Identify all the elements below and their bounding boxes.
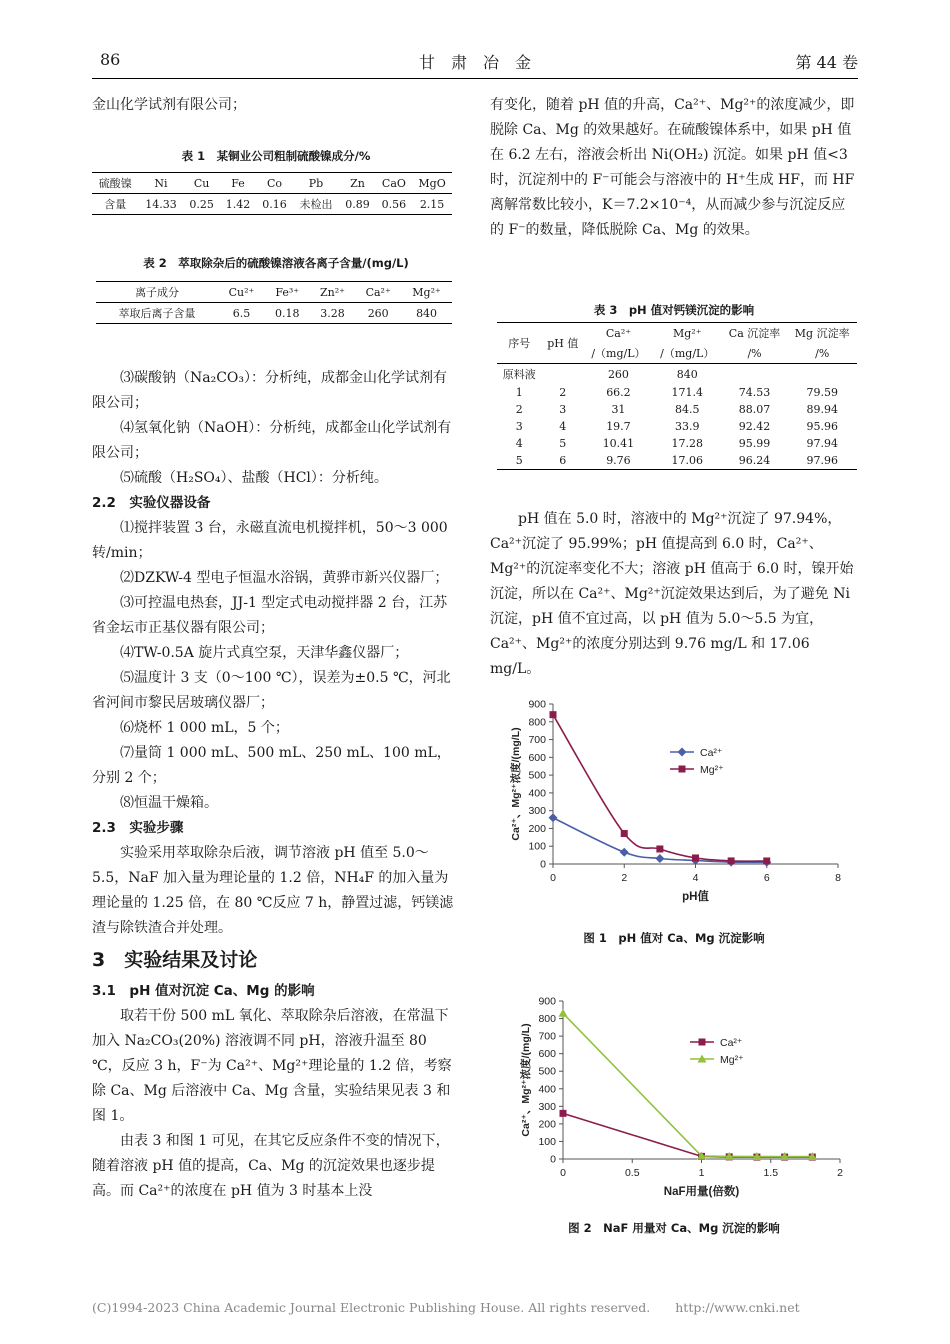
t3-cell: 4	[559, 420, 567, 433]
y-tick-label: 0	[540, 858, 546, 871]
data-point-1	[692, 854, 699, 861]
figure2-caption: 图 2 NaF 用量对 Ca、Mg 沉淀的影响	[568, 1221, 780, 1235]
t3-cell: 3	[559, 403, 567, 416]
t3-cell: 6	[542, 452, 584, 470]
t3-cell	[787, 364, 857, 385]
y-tick-label: 200	[528, 822, 546, 835]
t3-head-cell-4: Ca 沉淀率	[722, 323, 788, 344]
t1-head-cell-4: Co	[256, 173, 292, 194]
t3-row	[497, 452, 857, 470]
volume-number: 第 44 卷	[795, 53, 858, 72]
section-3-1-title: 3.1 pH 值对沉淀 Ca、Mg 的影响	[92, 983, 315, 999]
data-point-0	[549, 813, 558, 822]
y-tick-label: 100	[528, 840, 546, 853]
y-tick-label: 500	[528, 769, 546, 782]
y-axis-label: Ca²⁺、Mg²⁺浓度/(mg/L)	[510, 727, 522, 841]
t1-head-cell-5: Pb	[293, 173, 340, 194]
t1-head-cell-7: CaO	[376, 173, 412, 194]
y-tick-label: 600	[528, 751, 546, 764]
t1-head-cell-1: Ni	[139, 173, 184, 194]
y-tick-label: 900	[528, 698, 546, 711]
t3-cell: 1	[515, 386, 523, 399]
results-para-1: 取若干份 500 mL 氧化、萃取除杂后溶液，在常温下加入 Na₂CO₃(20%) 溶液调不同 pH，溶液升温至 80 ℃，反应 3 h，F⁻为 Ca²⁺、Mg²⁺理论量的 1.2 倍，考察除 Ca、Mg 后溶液中 Ca、Mg 含量，实验结果见表 3 和图 1。	[92, 1008, 452, 1124]
x-tick-label: 2	[621, 872, 628, 884]
y-tick-label: 700	[528, 734, 546, 747]
t3-cell: 19.7	[606, 420, 631, 433]
y-axis-label: Ca²⁺、Mg²⁺浓度/(mg/L)	[520, 1023, 532, 1137]
t1-row-cell-8: 2.15	[412, 194, 452, 215]
legend-marker-0	[699, 1039, 706, 1046]
right-body-mid	[490, 507, 858, 682]
y-tick-label: 500	[538, 1065, 556, 1078]
t3-unit-cell-2: /%	[747, 346, 762, 360]
t2-head-cell-0: 离子成分	[96, 282, 218, 303]
series-line-1	[553, 715, 767, 861]
reagent-3: ⑶碳酸钠（Na₂CO₃）：分析纯，成都金山化学试剂有限公司；	[92, 370, 448, 411]
experiment-steps: 实验采用萃取除杂后液，调节溶液 pH 值至 5.0～5.5，NaF 加入量为理论量的 1.2 倍，NH₄F 的加入量为理论量的 1.25 倍，在 80 ℃反应 7 h，静置过滤，钙镁滤渣与除铁渣合并处理。	[92, 845, 454, 936]
data-point-1	[728, 857, 735, 864]
table3-caption: 表 3 pH 值对钙镁沉淀的影响	[593, 303, 755, 317]
t3-row	[497, 364, 857, 385]
data-point-0	[560, 1110, 567, 1117]
t3-cell: 33.9	[675, 420, 700, 433]
legend-label-0: Ca²⁺	[700, 747, 723, 759]
t3-head-cell-1: pH 值	[542, 323, 584, 364]
t3-cell	[542, 364, 584, 385]
x-tick-label: 1.5	[763, 1167, 779, 1179]
t3-cell: 10.41	[602, 437, 635, 450]
copyright-footer: (C)1994-2023 China Academic Journal Electronic Publishing House. All rights reserved. http://www.cnki.net	[92, 1300, 800, 1315]
y-tick-label: 800	[538, 1013, 556, 1026]
t3-head-cell-2: Ca²⁺	[584, 323, 653, 344]
t3-cell: 17.06	[653, 452, 722, 470]
section-2-2-title: 2.2 实验仪器设备	[92, 495, 211, 511]
t2-head-cell-4: Ca²⁺	[355, 282, 401, 303]
t3-cell: 79.59	[806, 386, 838, 399]
legend-marker-1	[679, 766, 686, 773]
t3-row	[497, 384, 857, 401]
figure-2-chart	[490, 990, 858, 1205]
t1-row-cell-4: 0.16	[256, 194, 292, 215]
t2-head-cell-1: Cu²⁺	[218, 282, 265, 303]
t1-row-cell-5: 未检出	[293, 194, 340, 215]
t1-head-cell-0: 硫酸镍	[92, 173, 139, 194]
t3-cell: 原料液	[497, 364, 542, 385]
t2-head-cell-2: Fe³⁺	[265, 282, 310, 303]
t3-cell: 2	[559, 386, 567, 399]
figure1-caption: 图 1 pH 值对 Ca、Mg 沉淀影响	[583, 931, 765, 945]
t3-unit-cell-1: /（mg/L）	[660, 347, 715, 360]
t2-row-cell-4: 260	[355, 303, 401, 324]
series-line-0	[563, 1113, 812, 1157]
t3-cell: 95.99	[738, 437, 771, 450]
equipment-4: ⑷TW-0.5A 旋片式真空泵，天津华鑫仪器厂；	[120, 645, 409, 661]
journal-name: 甘 肃 冶 金	[418, 53, 531, 72]
reagent-5: ⑸硫酸（H₂SO₄）、盐酸（HCl）：分析纯。	[120, 470, 388, 486]
t3-cell: 171.4	[671, 386, 704, 399]
t2-head-cell-5: Mg²⁺	[401, 282, 452, 303]
table-2	[96, 281, 452, 324]
t2-row-cell-1: 6.5	[218, 303, 265, 324]
t3-cell: 9.76	[584, 452, 653, 470]
t3-cell: 260	[584, 364, 653, 385]
t3-head-cell-0: 序号	[497, 323, 542, 364]
series-line-1	[563, 1013, 812, 1156]
x-tick-label: 1	[698, 1167, 705, 1179]
equipment-8: ⑻恒温干燥箱。	[120, 795, 218, 811]
header-rule	[92, 78, 858, 79]
section-3-title: 3 实验结果及讨论	[92, 949, 258, 971]
y-tick-label: 400	[538, 1083, 556, 1096]
data-point-1	[656, 845, 663, 852]
t3-cell: 84.5	[675, 403, 700, 416]
t3-cell: 5	[497, 452, 542, 470]
t3-unit-cell-0: /（mg/L）	[591, 347, 646, 360]
reagent-4: ⑷氢氧化钠（NaOH）：分析纯，成都金山化学试剂有限公司；	[92, 420, 452, 461]
t3-cell: 88.07	[738, 403, 771, 416]
legend-label-1: Mg²⁺	[700, 764, 724, 776]
t3-cell: 4	[515, 437, 523, 450]
t3-cell: 89.94	[806, 403, 838, 416]
t3-unit-cell-3: /%	[815, 346, 830, 360]
t1-head-cell-2: Cu	[183, 173, 219, 194]
legend-marker-0	[678, 748, 687, 757]
legend-label-1: Mg²⁺	[720, 1054, 744, 1066]
page-number: 86	[100, 50, 121, 69]
t3-cell: 95.96	[806, 420, 838, 433]
equipment-3: ⑶可控温电热套，JJ-1 型定式电动搅拌器 2 台，江苏省金坛市正基仪器有限公司；	[92, 595, 448, 636]
t1-row-cell-2: 0.25	[183, 194, 219, 215]
left-body	[92, 366, 460, 1204]
figure-1-chart	[490, 692, 858, 922]
t3-row	[497, 401, 857, 418]
t1-row-cell-0: 含量	[92, 194, 139, 215]
table1-caption: 表 1 某铜业公司粗制硫酸镍成分/%	[181, 149, 371, 163]
t1-row-cell-6: 0.89	[339, 194, 375, 215]
right-body-top	[490, 93, 858, 243]
t1-head-cell-6: Zn	[339, 173, 375, 194]
section-2-3-title: 2.3 实验步骤	[92, 820, 184, 836]
t3-cell: 2	[515, 403, 523, 416]
t3-row	[497, 418, 857, 435]
legend-label-0: Ca²⁺	[720, 1037, 743, 1049]
x-tick-label: 0	[550, 872, 556, 884]
results-para-3: 有变化，随着 pH 值的升高，Ca²⁺、Mg²⁺的浓度减少，即脱除 Ca、Mg 的效果越好。在硫酸镍体系中，如果 pH 值在 6.2 左右，溶液会析出 Ni(OH₂) 沉淀。如果 pH 值<3 时，沉淀剂中的 F⁻可能会与溶液中的 H⁺生成 HF，而 HF 离解常数比较小，K＝7.2×10⁻⁴，从而减少参与沉淀反应的 F⁻的数量，降低脱除 Ca、Mg 的效果。	[490, 97, 855, 238]
t3-cell: 5	[559, 437, 567, 450]
y-tick-label: 400	[528, 787, 546, 800]
x-tick-label: 0	[560, 1167, 566, 1179]
t3-cell	[722, 364, 788, 385]
results-para-4: pH 值在 5.0 时，溶液中的 Mg²⁺沉淀了 97.94%，Ca²⁺沉淀了 95.99%；pH 值提高到 6.0 时，Ca²⁺、Mg²⁺的沉淀率变化不大；溶液 pH 值高于 6.0 时，镍开始沉淀，所以在 Ca²⁺、Mg²⁺沉淀效果达到后，为了避免 Ni 沉淀，pH 值不宜过高，以 pH 值为 5.0～5.5 为宜，Ca²⁺、Mg²⁺的浓度分别达到 9.76 mg/L 和 17.06 mg/L。	[490, 511, 854, 677]
t3-cell: 97.94	[806, 437, 838, 450]
t3-head-cell-5: Mg 沉淀率	[787, 323, 857, 344]
x-tick-label: 6	[763, 872, 770, 884]
t3-cell: 92.42	[738, 420, 771, 433]
y-tick-label: 300	[538, 1100, 556, 1113]
equipment-7: ⑺量筒 1 000 mL、500 mL、250 mL、100 mL，分别 2 个；	[92, 745, 451, 786]
t1-row-cell-7: 0.56	[376, 194, 412, 215]
data-point-0	[620, 848, 629, 857]
x-axis-label: NaF用量(倍数)	[663, 1186, 740, 1198]
t3-cell: 3	[515, 420, 523, 433]
x-tick-label: 4	[692, 872, 699, 884]
x-axis-label: pH值	[682, 891, 709, 903]
t1-head-cell-8: MgO	[412, 173, 452, 194]
data-point-1	[559, 1009, 568, 1017]
t2-row-cell-0: 萃取后离子含量	[96, 303, 218, 324]
y-tick-label: 100	[538, 1135, 556, 1148]
x-tick-label: 8	[835, 872, 841, 884]
t2-head-cell-3: Zn²⁺	[310, 282, 356, 303]
table-3	[497, 322, 857, 470]
t3-cell: 17.28	[671, 437, 704, 450]
t1-head-cell-3: Fe	[220, 173, 256, 194]
t1-row-cell-1: 14.33	[139, 194, 184, 215]
equipment-2: ⑵DZKW-4 型电子恒温水浴锅，黄骅市新兴仪器厂；	[120, 570, 449, 586]
left-intro: 金山化学试剂有限公司；	[92, 97, 246, 113]
t2-row-cell-3: 3.28	[310, 303, 356, 324]
y-tick-label: 200	[538, 1118, 556, 1131]
equipment-6: ⑹烧杯 1 000 mL，5 个；	[120, 720, 289, 736]
t3-cell: 840	[653, 364, 722, 385]
y-tick-label: 700	[538, 1030, 556, 1043]
data-point-1	[763, 857, 770, 864]
t3-cell: 96.24	[722, 452, 788, 470]
data-point-1	[550, 711, 557, 718]
x-tick-label: 2	[837, 1167, 843, 1179]
y-tick-label: 900	[538, 995, 556, 1008]
t3-cell: 74.53	[738, 386, 771, 399]
t3-head-cell-3: Mg²⁺	[653, 323, 722, 344]
y-tick-label: 600	[538, 1048, 556, 1061]
results-para-2: 由表 3 和图 1 可见，在其它反应条件不变的情况下，随着溶液 pH 值的提高，Ca、Mg 的沉淀效果也逐步提高。而 Ca²⁺的浓度在 pH 值为 3 时基本上没	[92, 1133, 450, 1199]
equipment-5: ⑸温度计 3 支（0～100 ℃），误差为±0.5 ℃，河北省河间市黎民居玻璃仪器厂；	[92, 670, 451, 711]
t2-row-cell-2: 0.18	[265, 303, 310, 324]
t2-row-cell-5: 840	[401, 303, 452, 324]
t3-cell: 66.2	[606, 386, 631, 399]
data-point-0	[655, 854, 664, 863]
t3-cell: 97.96	[787, 452, 857, 470]
table2-caption: 表 2 萃取除杂后的硫酸镍溶液各离子含量/(mg/L)	[143, 256, 409, 270]
t1-row-cell-3: 1.42	[220, 194, 256, 215]
equipment-1: ⑴搅拌装置 3 台，永磁直流电机搅拌机，50～3 000 转/min；	[92, 520, 448, 561]
y-tick-label: 300	[528, 805, 546, 818]
t3-row	[497, 435, 857, 452]
data-point-1	[621, 830, 628, 837]
table-1	[92, 172, 452, 215]
t3-cell: 31	[611, 403, 626, 416]
y-tick-label: 800	[528, 716, 546, 729]
y-tick-label: 0	[550, 1153, 556, 1166]
x-tick-label: 0.5	[624, 1167, 640, 1179]
